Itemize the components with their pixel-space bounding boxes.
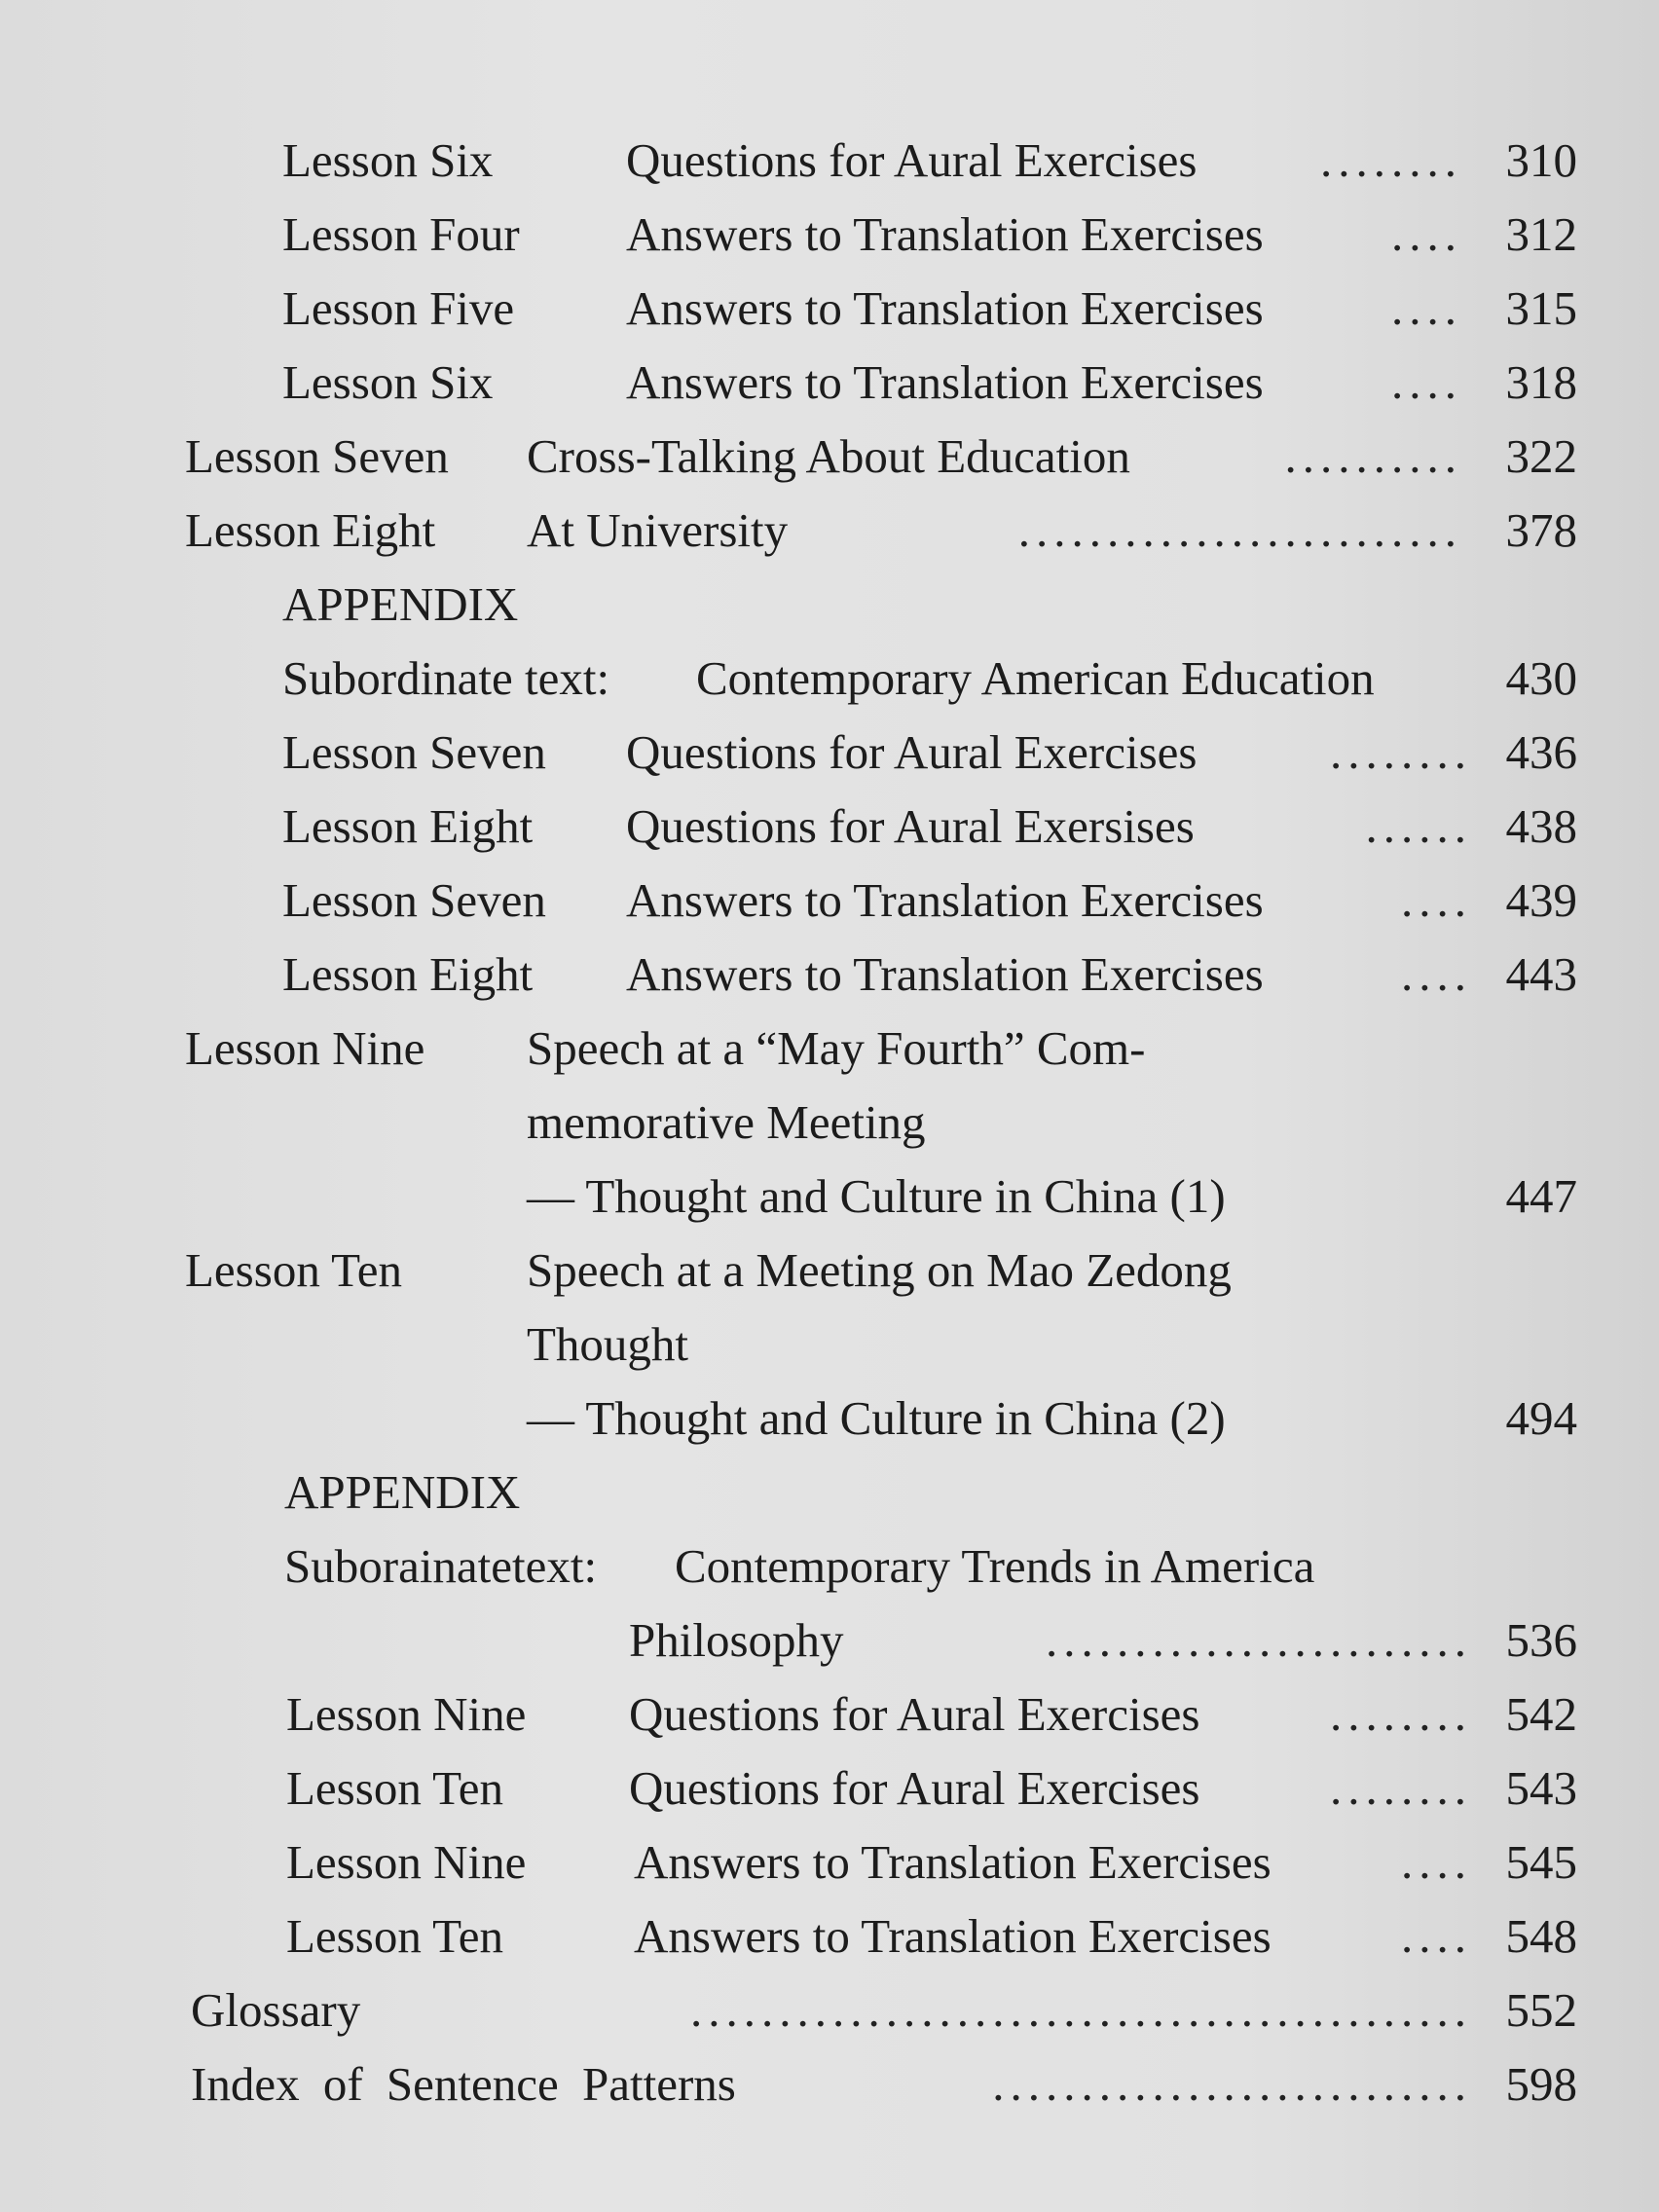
entry-label: Lesson Nine <box>185 1021 425 1075</box>
page-number: 318 <box>1505 355 1577 409</box>
leader-dots: ........ <box>1330 725 1472 779</box>
entry-title: Questions for Aural Exercises <box>629 1761 1200 1815</box>
entry-title: Cross-Talking About Education <box>527 429 1130 483</box>
page-number: 430 <box>1505 651 1577 705</box>
toc-entry <box>0 420 1659 494</box>
entry-label: Lesson Ten <box>185 1243 402 1297</box>
page-number: 443 <box>1505 947 1577 1001</box>
entry-title-line: memorative Meeting <box>527 1095 926 1149</box>
entry-label: Lesson Nine <box>286 1687 527 1741</box>
entry-title-line: — Thought and Culture in China (2) <box>527 1391 1226 1445</box>
toc-entry-continuation <box>0 1308 1659 1382</box>
entry-label: Lesson Eight <box>282 799 534 853</box>
entry-title-line: Thought <box>527 1317 689 1371</box>
toc-entry-continuation <box>0 1086 1659 1160</box>
entry-label: Lesson Five <box>282 281 515 335</box>
toc-entry <box>0 1677 1659 1751</box>
leader-dots: .... <box>1401 873 1472 927</box>
leader-dots: ........................... <box>992 2057 1472 2111</box>
entry-label: Glossary <box>191 1983 361 2037</box>
page-number: 322 <box>1505 429 1577 483</box>
entry-label: Lesson Six <box>282 355 494 409</box>
toc-entry <box>0 1234 1659 1308</box>
toc-entry <box>0 1012 1659 1086</box>
appendix-label: APPENDIX <box>284 1465 521 1519</box>
entry-title-line: Speech at a “May Fourth” Com- <box>527 1021 1146 1075</box>
entry-label: Lesson Seven <box>282 873 546 927</box>
page-number: 536 <box>1505 1613 1577 1667</box>
entry-label: Lesson Eight <box>185 503 436 557</box>
leader-dots: .... <box>1391 281 1462 335</box>
toc-entry-continuation <box>0 1160 1659 1234</box>
leader-dots: ........ <box>1330 1761 1472 1815</box>
toc-entry <box>0 2047 1659 2121</box>
leader-dots: ............................................ <box>690 1983 1472 2037</box>
entry-label: Lesson Seven <box>185 429 449 483</box>
entry-title: Questions for Aural Exersises <box>626 799 1195 853</box>
toc-entry <box>0 1751 1659 1825</box>
leader-dots: ........ <box>1320 133 1462 187</box>
entry-title: Answers to Translation Exercises <box>626 873 1264 927</box>
entry-title: Questions for Aural Exercises <box>626 133 1198 187</box>
leader-dots: ...... <box>1365 799 1472 853</box>
appendix-heading <box>0 1456 1659 1530</box>
leader-dots: .......... <box>1284 429 1462 483</box>
toc-entry <box>0 198 1659 272</box>
leader-dots: ........................ <box>1046 1613 1472 1667</box>
entry-title: Answers to Translation Exercises <box>634 1909 1272 1963</box>
page-number: 439 <box>1505 873 1577 927</box>
leader-dots: ......................... <box>1017 503 1462 557</box>
page-number: 378 <box>1505 503 1577 557</box>
toc-entry <box>0 790 1659 864</box>
toc-entry <box>0 716 1659 790</box>
toc-entry-continuation <box>0 1382 1659 1456</box>
toc-entry <box>0 1530 1659 1604</box>
entry-label: Lesson Ten <box>286 1909 503 1963</box>
entry-label: Lesson Seven <box>282 725 546 779</box>
entry-title-line: Philosophy <box>629 1613 844 1667</box>
entry-label: Suborainatetext: <box>284 1539 598 1593</box>
toc-entry <box>0 1899 1659 1973</box>
toc-entry <box>0 346 1659 420</box>
entry-title-line: Contemporary Trends in America <box>675 1539 1315 1593</box>
entry-title: Questions for Aural Exercises <box>629 1687 1200 1741</box>
page-number: 545 <box>1505 1835 1577 1889</box>
entry-label: Lesson Ten <box>286 1761 503 1815</box>
page-number: 315 <box>1505 281 1577 335</box>
leader-dots: .... <box>1391 355 1462 409</box>
toc-entry <box>0 494 1659 568</box>
toc-entry <box>0 124 1659 198</box>
entry-title: Answers to Translation Exercises <box>626 281 1264 335</box>
page-number: 548 <box>1505 1909 1577 1963</box>
toc-entry-continuation <box>0 1604 1659 1677</box>
leader-dots: ........ <box>1330 1687 1472 1741</box>
page-number: 436 <box>1505 725 1577 779</box>
entry-title: Questions for Aural Exercises <box>626 725 1198 779</box>
toc-entry <box>0 864 1659 938</box>
toc-entry <box>0 1973 1659 2047</box>
toc-entry <box>0 642 1659 716</box>
entry-title: At University <box>527 503 789 557</box>
appendix-heading <box>0 568 1659 642</box>
entry-label: Lesson Nine <box>286 1835 527 1889</box>
leader-dots: .... <box>1401 947 1472 1001</box>
entry-title-line: — Thought and Culture in China (1) <box>527 1169 1226 1223</box>
toc-entry <box>0 1825 1659 1899</box>
page-number: 494 <box>1505 1391 1577 1445</box>
page-number: 552 <box>1505 1983 1577 2037</box>
entry-title: Answers to Translation Exercises <box>634 1835 1272 1889</box>
leader-dots: .... <box>1401 1909 1472 1963</box>
entry-label: Subordinate text: <box>282 651 610 705</box>
leader-dots: .... <box>1401 1835 1472 1889</box>
page-number: 543 <box>1505 1761 1577 1815</box>
entry-title: Answers to Translation Exercises <box>626 947 1264 1001</box>
entry-label: Lesson Four <box>282 207 520 261</box>
entry-label: Lesson Eight <box>282 947 534 1001</box>
page-number: 310 <box>1505 133 1577 187</box>
page-number: 312 <box>1505 207 1577 261</box>
page-number: 598 <box>1505 2057 1577 2111</box>
leader-dots: .... <box>1391 207 1462 261</box>
page-number: 447 <box>1505 1169 1577 1223</box>
entry-title: Answers to Translation Exercises <box>626 207 1264 261</box>
page-number: 438 <box>1505 799 1577 853</box>
entry-label: Index of Sentence Patterns <box>191 2057 736 2111</box>
entry-title: Contemporary American Education <box>696 651 1375 705</box>
page-number: 542 <box>1505 1687 1577 1741</box>
entry-title: Answers to Translation Exercises <box>626 355 1264 409</box>
toc-entry <box>0 272 1659 346</box>
appendix-label: APPENDIX <box>282 577 519 631</box>
entry-label: Lesson Six <box>282 133 494 187</box>
toc-entry <box>0 938 1659 1012</box>
entry-title-line: Speech at a Meeting on Mao Zedong <box>527 1243 1232 1297</box>
